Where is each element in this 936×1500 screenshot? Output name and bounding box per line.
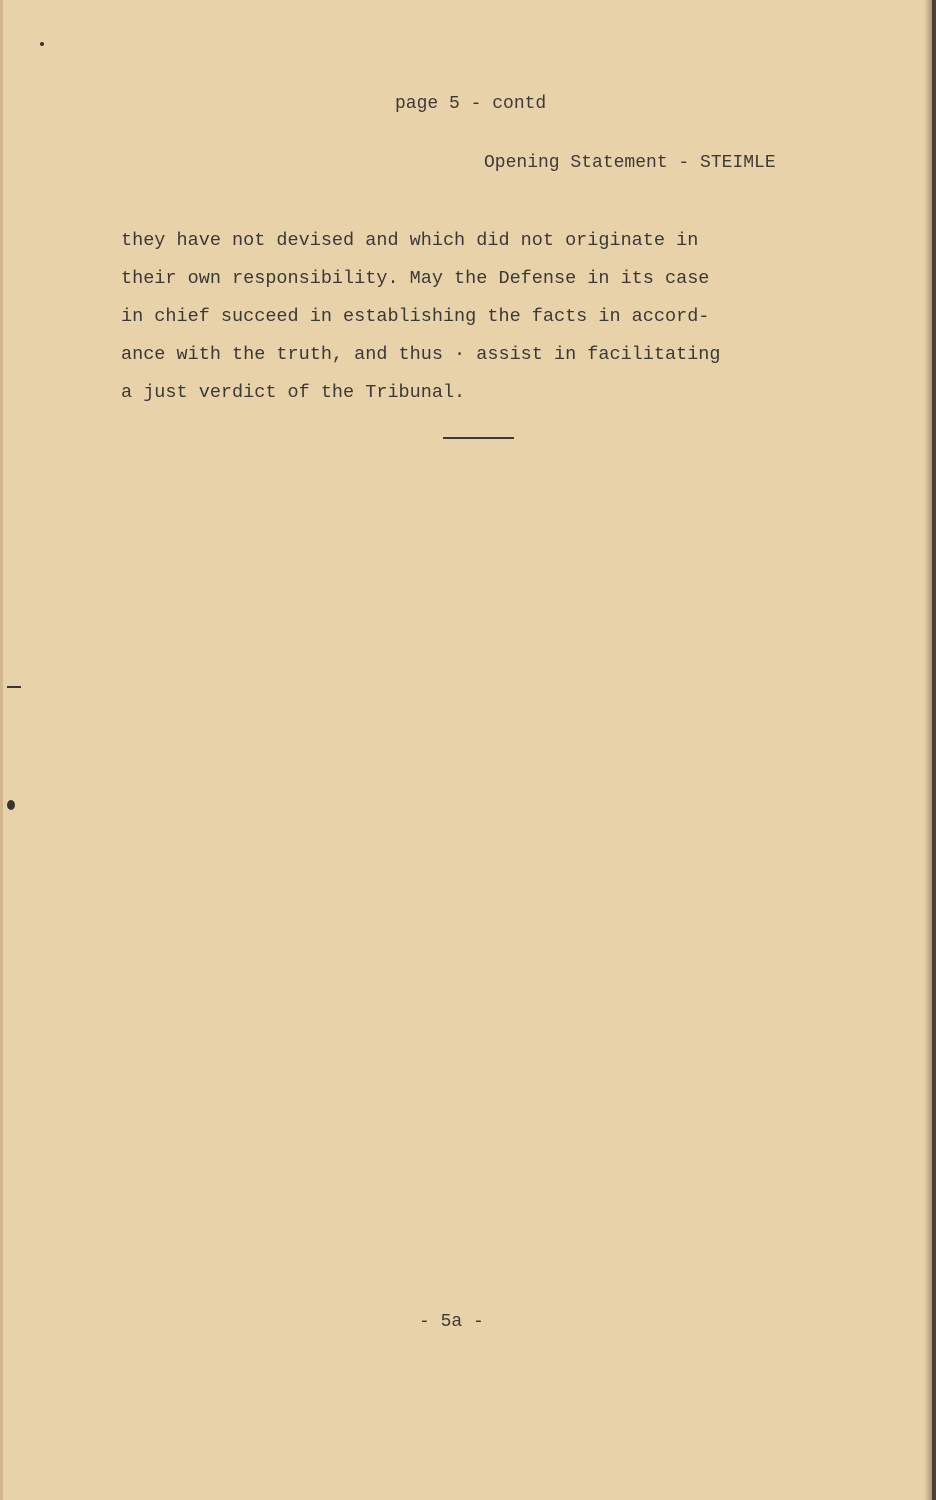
page-edge-shadow <box>924 0 932 1500</box>
footer-page-number: - 5a - <box>419 1312 484 1332</box>
body-text <box>121 222 781 412</box>
ink-speck <box>40 42 44 46</box>
body-line: in chief succeed in establishing the facts in accord- <box>121 306 710 327</box>
body-line: they have not devised and which did not originate in <box>121 230 699 251</box>
ink-speck <box>7 800 15 810</box>
body-line: ance with the truth, and thus · assist in facilitating <box>121 344 721 365</box>
section-divider <box>443 437 514 439</box>
ink-speck <box>7 686 21 688</box>
body-line: their own responsibility. May the Defense in its case <box>121 268 710 289</box>
body-line: a just verdict of the Tribunal. <box>121 382 466 403</box>
statement-title: Opening Statement - STEIMLE <box>484 153 776 173</box>
page-reference: page 5 - contd <box>395 94 547 114</box>
